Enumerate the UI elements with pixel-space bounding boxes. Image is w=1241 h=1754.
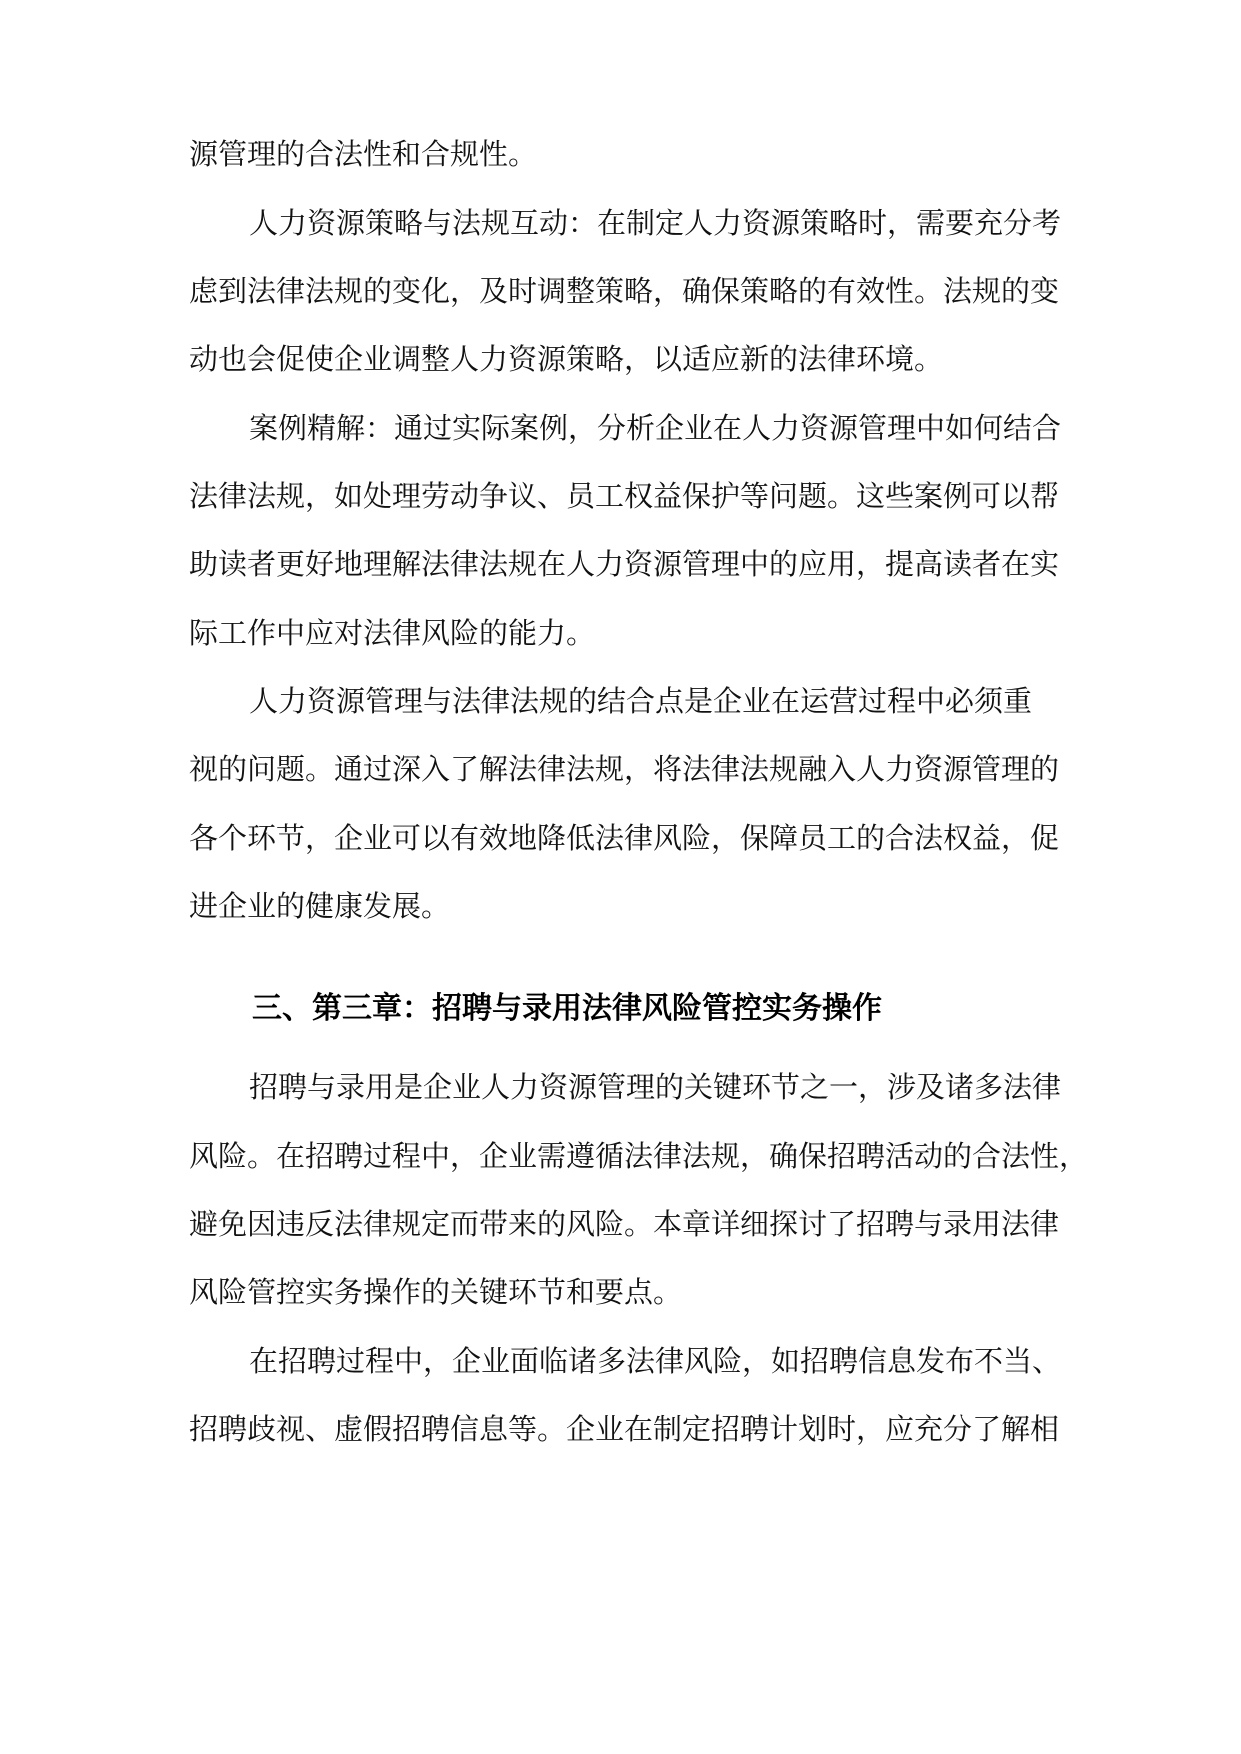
text-line: 动也会促使企业调整人力资源策略，以适应新的法律环境。 — [189, 342, 944, 376]
paragraph-first-line: 人力资源管理与法律法规的结合点是企业在运营过程中必须重 — [249, 684, 1033, 718]
text-line: 虑到法律法规的变化，及时调整策略，确保策略的有效性。法规的变 — [189, 274, 1060, 308]
text-line: 各个环节，企业可以有效地降低法律风险，保障员工的合法权益，促 — [189, 821, 1060, 855]
text-line: 招聘歧视、虚假招聘信息等。企业在制定招聘计划时，应充分了解相 — [189, 1412, 1060, 1446]
text-line: 避免因违反法律规定而带来的风险。本章详细探讨了招聘与录用法律 — [189, 1207, 1060, 1241]
text-line: 风险。在招聘过程中，企业需遵循法律法规，确保招聘活动的合法性， — [189, 1139, 1089, 1173]
text-line: 视的问题。通过深入了解法律法规，将法律法规融入人力资源管理的 — [189, 752, 1060, 786]
section-heading: 三、第三章：招聘与录用法律风险管控实务操作 — [252, 991, 882, 1026]
text-line: 进企业的健康发展。 — [189, 889, 451, 923]
paragraph-first-line: 人力资源策略与法规互动：在制定人力资源策略时，需要充分考 — [249, 206, 1062, 240]
paragraph-first-line: 招聘与录用是企业人力资源管理的关键环节之一，涉及诸多法律 — [249, 1070, 1062, 1104]
paragraph-first-line: 案例精解：通过实际案例，分析企业在人力资源管理中如何结合 — [249, 411, 1062, 445]
text-line: 际工作中应对法律风险的能力。 — [189, 616, 596, 650]
paragraph-first-line: 在招聘过程中，企业面临诸多法律风险，如招聘信息发布不当、 — [249, 1344, 1062, 1378]
text-line: 风险管控实务操作的关键环节和要点。 — [189, 1275, 683, 1309]
text-line: 法律法规，如处理劳动争议、员工权益保护等问题。这些案例可以帮 — [189, 479, 1060, 513]
text-line: 助读者更好地理解法律法规在人力资源管理中的应用，提高读者在实 — [189, 547, 1060, 581]
text-line: 源管理的合法性和合规性。 — [189, 137, 538, 171]
